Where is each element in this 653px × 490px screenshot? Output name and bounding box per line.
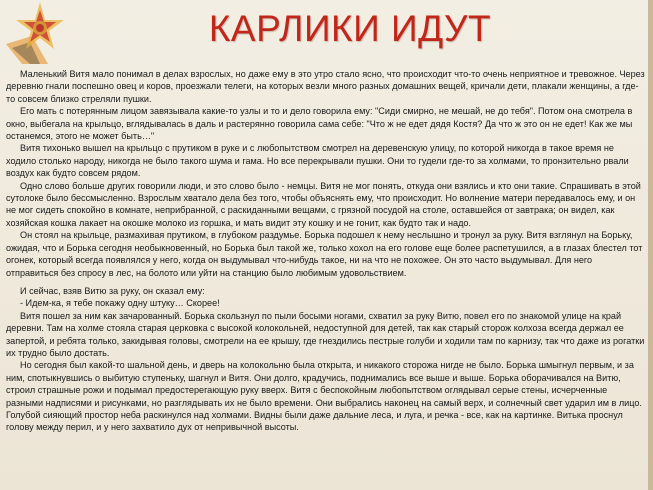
slide-right-border <box>648 0 653 490</box>
paragraph: Маленький Витя мало понимал в делах взрослых, но даже ему в это утро стало ясно, что происходит что-то очень неприятное и тревожное. Через деревню гнали поспешно овец и коров, проезжали телеги, на которых везли много разных домашних вещей, кричали дети, плакали женщины, а где-то совсем близко стреляли пушки. <box>6 69 645 104</box>
order-of-victory-icon <box>2 0 78 64</box>
paragraph: Его мать с потерянным лицом завязывала какие-то узлы и то и дело говорила ему: "Сиди смирно, не мешай, не до тебя". Потом она смотрела в окно, выбегала на крыльцо, вглядывалась в даль и растерянно говорила сама себе: "Что ж не едет дядя Костя? Да что ж это он не едет! Как же мы останемся, этого не может быть…" <box>6 106 633 142</box>
paragraph: И сейчас, взяв Витю за руку, он сказал ему: <box>20 285 205 296</box>
dialogue-line: - Идем-ка, я тебе покажу одну штуку… Скорее! <box>20 298 220 309</box>
story-text <box>6 68 646 434</box>
paragraph: Но сегодня был какой-то шальной день, и дверь на колокольню была открыта, и никакого сторожа нигде не было. Борька шмыгнул первым, и за ним, спотыкнувшись о выбитую ступеньку, шагнул и Витя. Они долго, крадучись, поднимались все выше и выше. Борька оборачивался на Витю, строил страшные рожи и подымал предостерегающую руку вверх. Витя с беспокойным любопытством оглядывал серые стены, исчерченные разными надписями и рисунками, но разглядывать их не было времени. Они выбрались наконец на самый верх, и солнечный свет ударил им в лицо. Голубой сияющий простор неба раскинулся над холмами. Видны были даже дальние леса, и луга, и речка - все, как на картинке. Витька проснул голову между перил, и у него захватило дух от непривычной высоты. <box>6 360 642 433</box>
paragraph: Он стоял на крыльце, размахивая прутиком, в глубоком раздумье. Борька подошел к нему неслышно и тронул за руку. Витя взглянул на Борьку, ожидая, что и Борька сегодня необыкновенный, но Борька был такой же, только хохол на его голове еще более распетушился, а в глазах блестел тот огонек, который всегда появлялся у него, когда он выдумывал что-нибудь такое, ни на что не похожее. Он это часто выдумывал. Для него отправиться без спросу в лес, на болото или уйти на станцию было любимым удовольствием. <box>6 230 643 278</box>
page-title: КАРЛИКИ ИДУТ <box>208 8 492 49</box>
paragraph: Витя тихонько вышел на крыльцо с прутиком в руке и с любопытством смотрел на деревенскую улицу, по которой никогда в такое время не ходило столько народу, никогда не было такого шума и гама. Но все перекрывали пушки. Они то гудели где-то за холмами, то пронзительно рвали воздух как будто совсем рядом. <box>6 143 629 179</box>
paragraph: Одно слово больше других говорили люди, и это слово было - немцы. Витя не мог понять, откуда они взялись и кто они такие. Спрашивать в этой сутолоке было бессмысленно. Взрослым хватало дела без того, чтобы объяснять ему, что происходит. Но волнение матери передавалось ему, и он не мог сидеть спокойно в комнате, неприбранной, с раскиданными вещами, с грязной посудой на столе, оставшейся от завтрака; он видел, как хозяйская кошка лакает на окошке молоко из горшка, и мать видит эту кошку и не гонит, как будто так и надо. <box>6 180 641 228</box>
paragraph: Витя пошел за ним как зачарованный. Борька скользнул по пыли босыми ногами, схватил за руку Витю, повел его по знакомой улице на край деревни. Там на холме стояла старая церковка с высокой колокольней, недоступной для детей, так как старый сторож колхоза всегда держал ее запертой, и ребята только, закидывая головы, смотрели на ее крышу, где гнездились пестрые голуби и ходили там по карнизу, так что даже из рогатки их трудно было достать. <box>6 310 645 358</box>
